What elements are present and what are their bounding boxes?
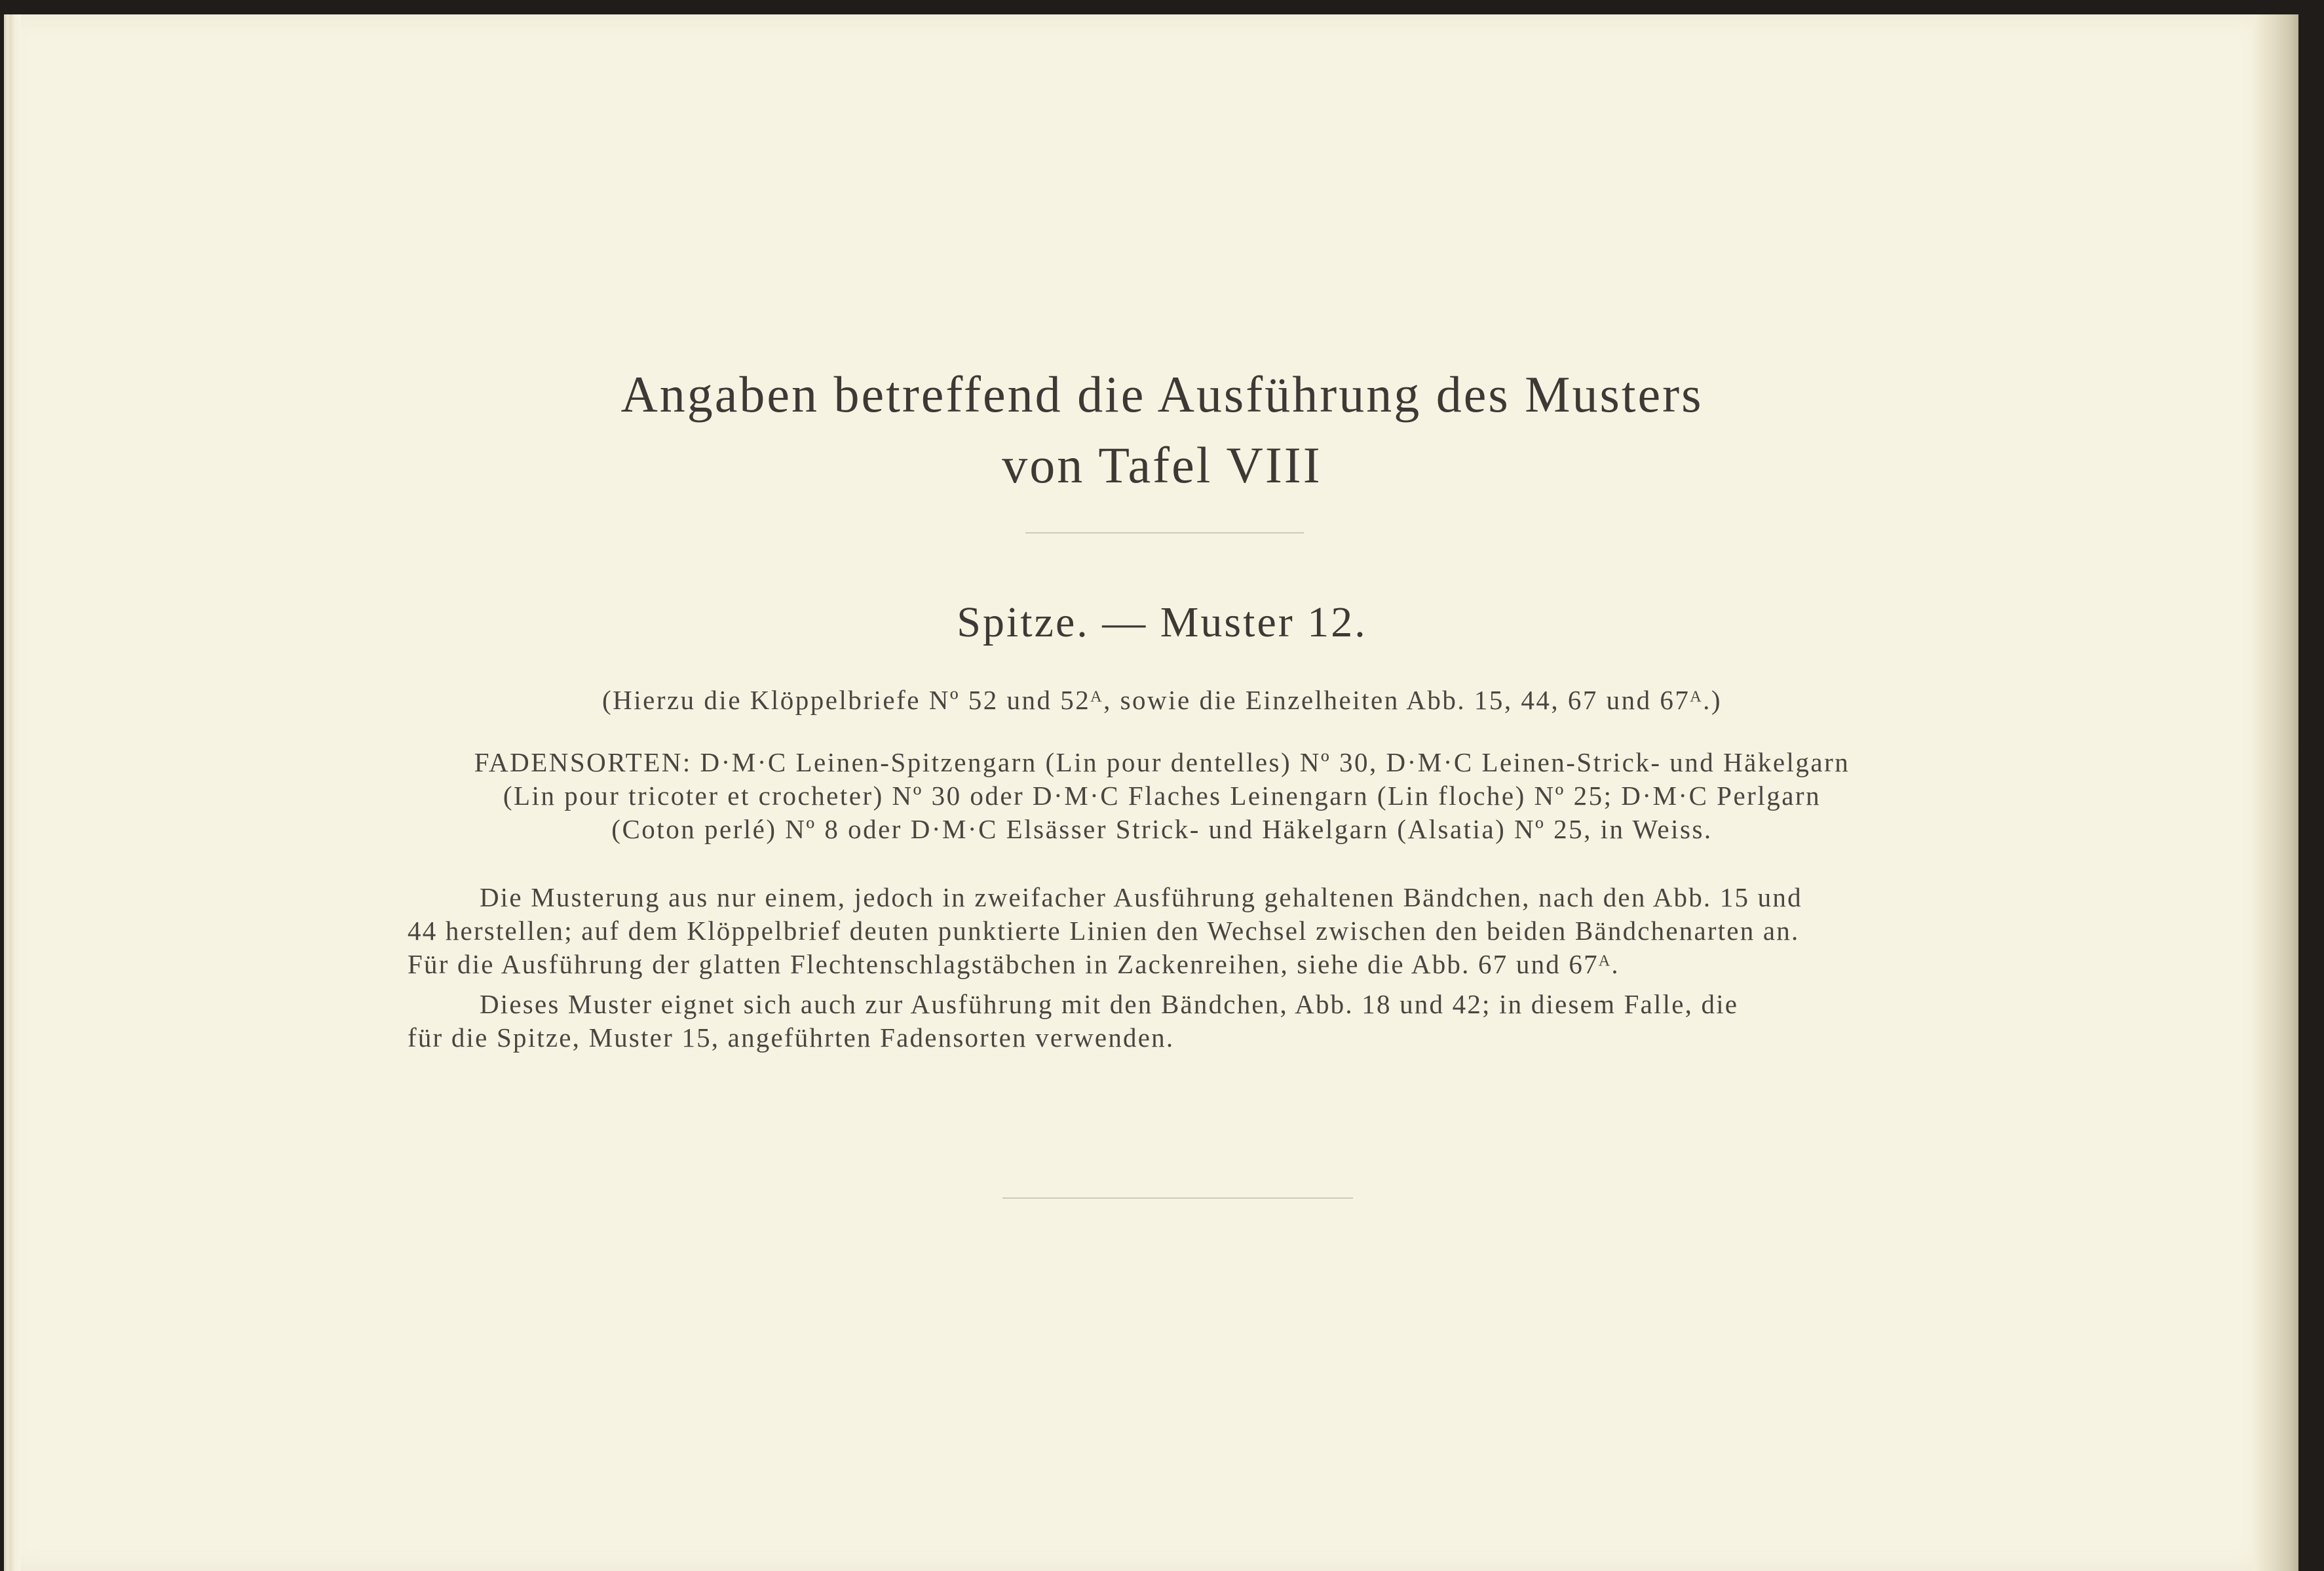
scan-top-border xyxy=(0,0,2324,14)
paragraph-line: für die Spitze, Muster 15, angeführten Fadensorten verwenden. xyxy=(408,1022,1175,1053)
paragraph-line: Dieses Muster eignet sich auch zur Ausführung mit den Bändchen, Abb. 18 und 42; in diesem Falle, die xyxy=(480,989,1739,1019)
paragraph-line: Für die Ausführung der glatten Flechtenschlagstäbchen in Zackenreihen, siehe die Abb. 67 und 67ᴬ. xyxy=(408,949,1620,979)
materials-line: (Coton perlé) Nº 8 oder D·M·C Elsässer Strick- und Häkelgarn (Alsatia) Nº 25, in Weiss. xyxy=(611,814,1713,844)
materials-line: (Lin pour tricoter et crocheter) Nº 30 oder D·M·C Flaches Leinengarn (Lin floche) Nº 25; D·M·C Perlgarn xyxy=(503,781,1821,811)
divider-rule-bottom xyxy=(1002,1197,1353,1199)
heading-line-2: von Tafel VIII xyxy=(1002,436,1322,494)
section-subheading: Spitze. — Muster 12. xyxy=(957,598,1367,646)
instruction-paragraph-2 xyxy=(408,988,1941,1055)
instruction-paragraph-1 xyxy=(408,881,1941,981)
paragraph-line: 44 herstellen; auf dem Klöppelbrief deuten punktierte Linien den Wechsel zwischen den beiden Bändchenarten an. xyxy=(408,916,1800,946)
heading-line-1: Angaben betreffend die Ausführung des Musters xyxy=(620,366,1704,423)
materials-line: FADENSORTEN: D·M·C Leinen-Spitzengarn (Lin pour dentelles) Nº 30, D·M·C Leinen-Strick- und Häkelgarn xyxy=(474,747,1850,777)
divider-rule-top xyxy=(1025,532,1304,533)
reference-note: (Hierzu die Klöppelbriefe Nº 52 und 52ᴬ, sowie die Einzelheiten Abb. 15, 44, 67 und 67ᴬ.) xyxy=(601,685,1723,715)
paragraph-line: Die Musterung aus nur einem, jedoch in zweifacher Ausführung gehaltenen Bändchen, nach den Abb. 15 und xyxy=(480,882,1802,912)
thread-materials xyxy=(0,746,2324,846)
